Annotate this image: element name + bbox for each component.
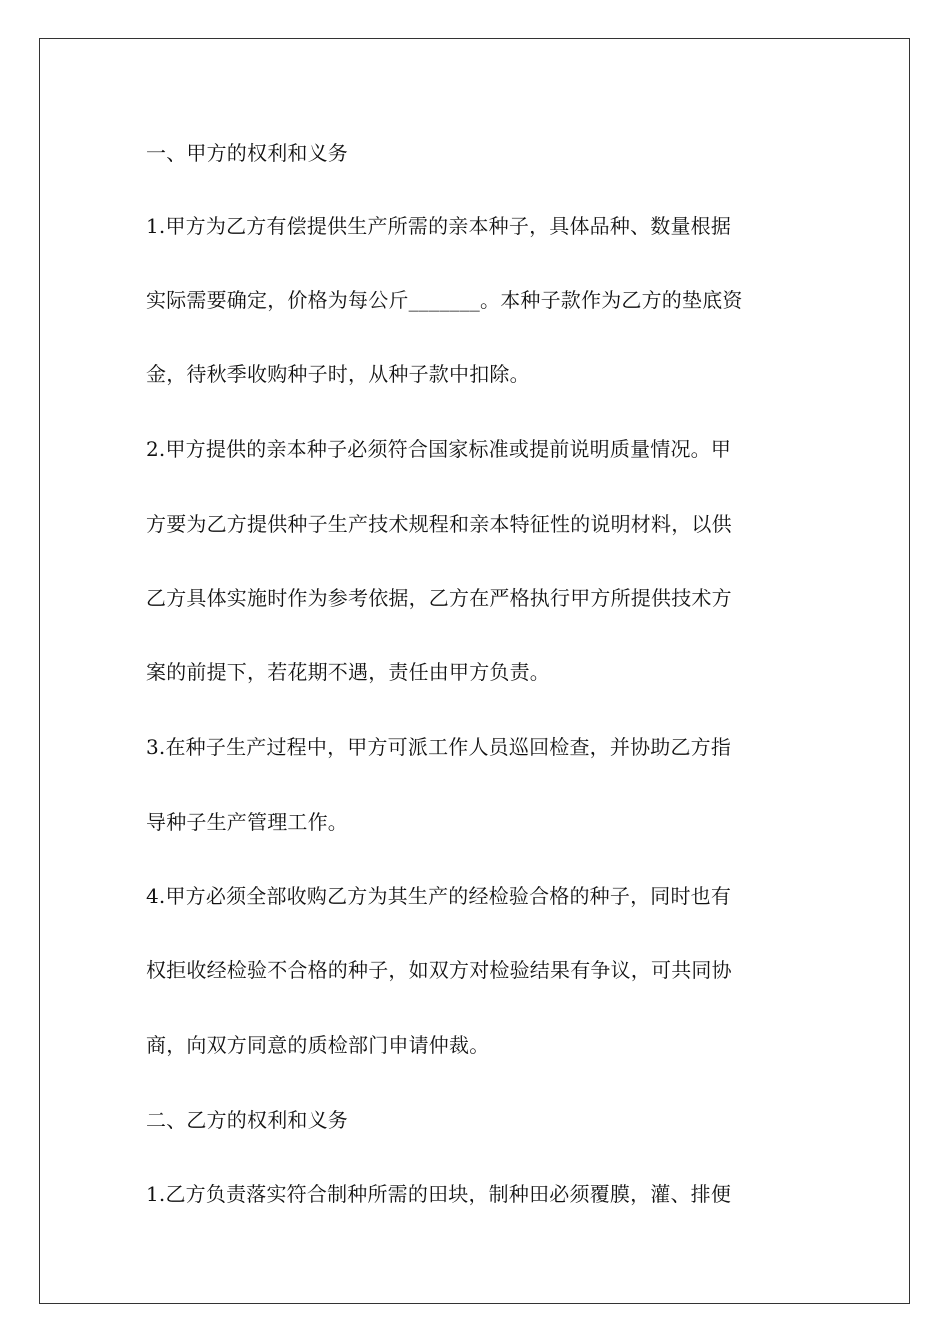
- text-line: 2.甲方提供的亲本种子必须符合国家标准或提前说明质量情况。甲: [146, 437, 732, 461]
- text-line: 乙方具体实施时作为参考依据，乙方在严格执行甲方所提供技术方: [146, 586, 732, 610]
- text-line: 商，向双方同意的质检部门申请仲裁。: [146, 1033, 490, 1057]
- text-line: 导种子生产管理工作。: [146, 810, 348, 834]
- text-line: 权拒收经检验不合格的种子，如双方对检验结果有争议，可共同协: [146, 958, 732, 982]
- text-line: 方要为乙方提供种子生产技术规程和亲本特征性的说明材料，以供: [146, 512, 732, 536]
- text-line: 4.甲方必须全部收购乙方为其生产的经检验合格的种子，同时也有: [146, 884, 732, 908]
- text-line: 实际需要确定，价格为每公斤_______。本种子款作为乙方的垫底资: [146, 288, 743, 312]
- section-heading-party-b: 二、乙方的权利和义务: [146, 1108, 348, 1132]
- section-heading-party-a: 一、甲方的权利和义务: [146, 141, 348, 165]
- text-line: 案的前提下，若花期不遇，责任由甲方负责。: [146, 660, 550, 684]
- text-line: 3.在种子生产过程中，甲方可派工作人员巡回检查，并协助乙方指: [146, 735, 732, 759]
- text-line: 1.甲方为乙方有偿提供生产所需的亲本种子，具体品种、数量根据: [146, 214, 732, 238]
- text-line: 1.乙方负责落实符合制种所需的田块，制种田必须覆膜，灌、排便: [146, 1182, 732, 1206]
- text-line: 金，待秋季收购种子时，从种子款中扣除。: [146, 362, 530, 386]
